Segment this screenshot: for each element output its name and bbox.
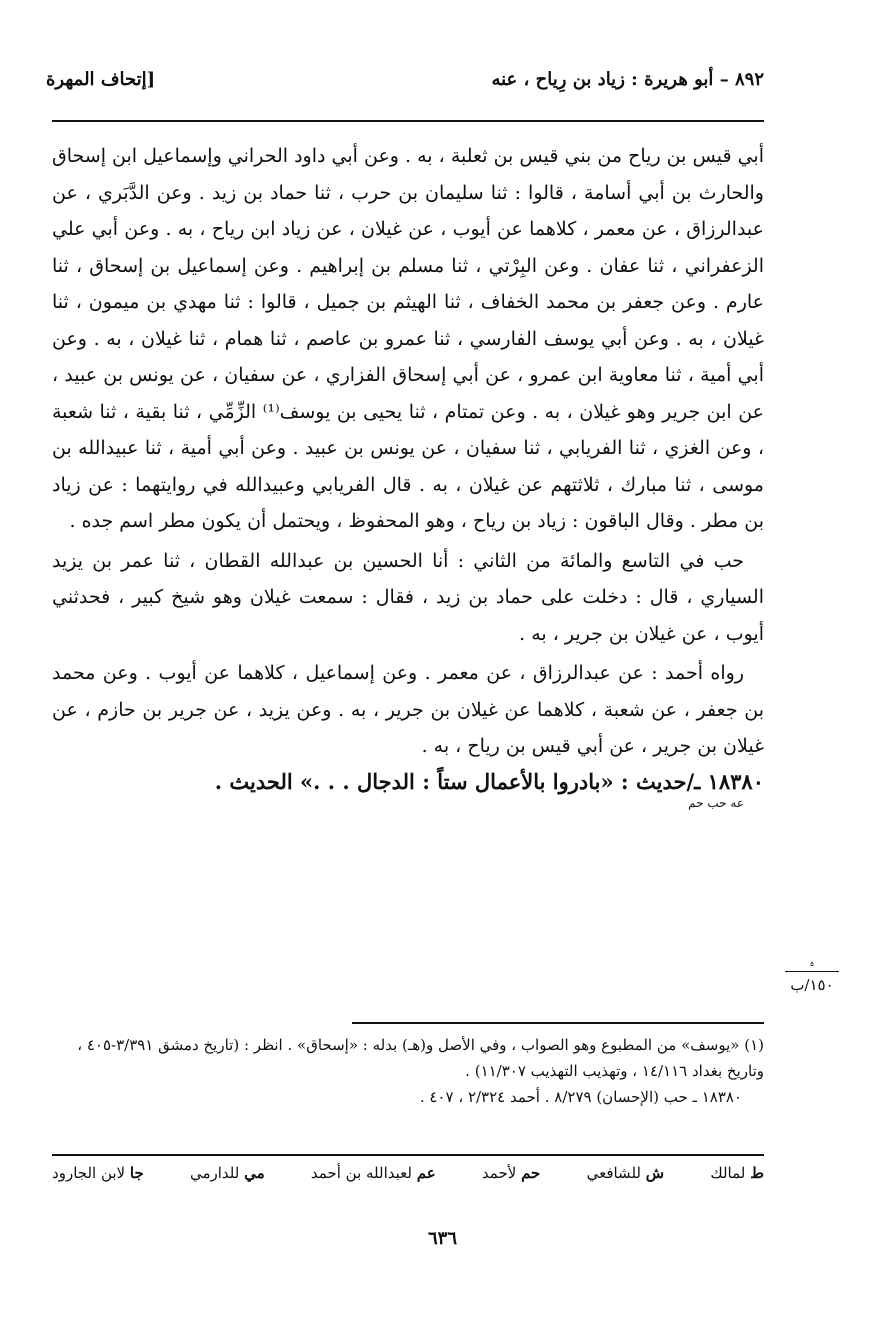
abbreviation-item: حم لأحمد (481, 1164, 541, 1182)
main-text (52, 138, 764, 810)
source-reference: ١٨٣٨٠ ـ حب (الإحسان) ٨/٢٧٩ . أحمد ٢/٣٢٤ ، ٤٠٧ . (419, 1088, 742, 1106)
abbreviation-item: ش للشافعي (586, 1164, 665, 1182)
page-number: ٦٣٦ (427, 1228, 457, 1249)
abbreviation-item: عم لعبدالله بن أحمد (310, 1164, 436, 1182)
header-book-name: [إتحاف المهرة (46, 68, 156, 90)
paragraph: حب في التاسع والمائة من الثاني : أنا الحسين بن عبدالله القطان ، ثنا عمر بن يزيد السياري ، قال : دخلت على حماد بن زيد ، فقال : سمعت غيلان وهو شيخ كبير ، فحدثني أيوب ، عن غيلان بن جرير ، به . (52, 549, 764, 645)
abbreviation-item: ط لمالك (710, 1164, 764, 1182)
abbreviations-key (52, 1164, 764, 1182)
header-title: ٨٩٢ – أبو هريرة : زياد بن رِياح ، عنه (491, 68, 764, 90)
footnote-rule (352, 1022, 764, 1024)
page-header (46, 62, 764, 96)
paragraph: أبي قيس بن رياح من بني قيس بن ثعلبة ، به . وعن أبي داود الحراني وإسماعيل ابن إسحاق والحارث بن أبي أسامة ، قالوا : ثنا سليمان بن حرب ، ثنا حماد بن زيد . وعن الدَّبَري ، عن عبدالرزاق ، عن معمر ، كلاهما عن أيوب ، عن غيلان ، عن زياد ابن رياح ، به . وعن أبي علي الزعفراني ، ثنا عفان . وعن البِرْتي ، ثنا مسلم بن إبراهيم . وعن إسماعيل بن إسحاق ، ثنا عارم . وعن جعفر بن محمد الخفاف ، ثنا الهيثم بن جميل ، قالوا : ثنا مهدي بن ميمون ، ثنا غيلان ، به . وعن أبي يوسف الفارسي ، ثنا عمرو بن عاصم ، ثنا همام ، ثنا غيلان ، به . وعن أبي أمية ، ثنا معاوية ابن عمرو ، عن أبي إسحاق الفزاري ، عن سفيان ، عن يونس بن عبيد ، عن ابن جرير وهو غيلان ، به . وعن تمتام ، ثنا يحيى بن يوسف⁽¹⁾ الزِّمِّي ، ثنا بقية ، ثنا شعبة ، وعن الغزي ، ثنا الفريابي ، ثنا سفيان ، عن يونس بن عبيد . وعن أبي أمية ، ثنا عبيدالله بن موسى ، ثنا مبارك ، ثلاثتهم عن غيلان ، به . قال الفريابي وعبيدالله في روايتهما : عن زياد بن مطر . وقال الباقون : زياد بن رياح ، وهو المحفوظ ، ويحتمل أن يكون مطر اسم جده . (52, 145, 764, 532)
margin-mark: ﮦ (809, 954, 815, 970)
footnote: (١) «يوسف» من المطبوع وهو الصواب ، وفي الأصل و(هـ) بدله : «إسحاق» . انظر : (تاريخ دمشق ٣/٣٩١-٤٠٥ ، وتاريخ بغداد ١٤/١١٦ ، وتهذيب التهذيب ١١/٣٠٧) . (77, 1036, 764, 1080)
hadith-sources: عه حب حم (688, 795, 744, 810)
margin-note (780, 955, 844, 996)
margin-rule (785, 971, 839, 972)
abbreviation-item: جا لابن الجارود (52, 1164, 144, 1182)
abbreviations-rule (52, 1154, 764, 1156)
manuscript-folio-ref: ١٥٠/ب (790, 976, 834, 994)
hadith-title: ١٨٣٨٠ ـ/حديث : «بادروا بالأعمال ستاً : الدجال . . .» الحديث . (214, 768, 764, 794)
header-rule (52, 120, 764, 122)
footnotes (52, 1032, 764, 1110)
abbreviation-item: مي للدارمي (189, 1164, 265, 1182)
paragraph: رواه أحمد : عن عبدالرزاق ، عن معمر . وعن إسماعيل ، كلاهما عن أيوب . وعن محمد بن جعفر ، عن شعبة ، كلاهما عن غيلان بن جرير ، به . وعن يزيد ، عن جرير بن حازم ، عن غيلان بن جرير ، عن أبي قيس بن رياح ، به . (52, 662, 764, 757)
